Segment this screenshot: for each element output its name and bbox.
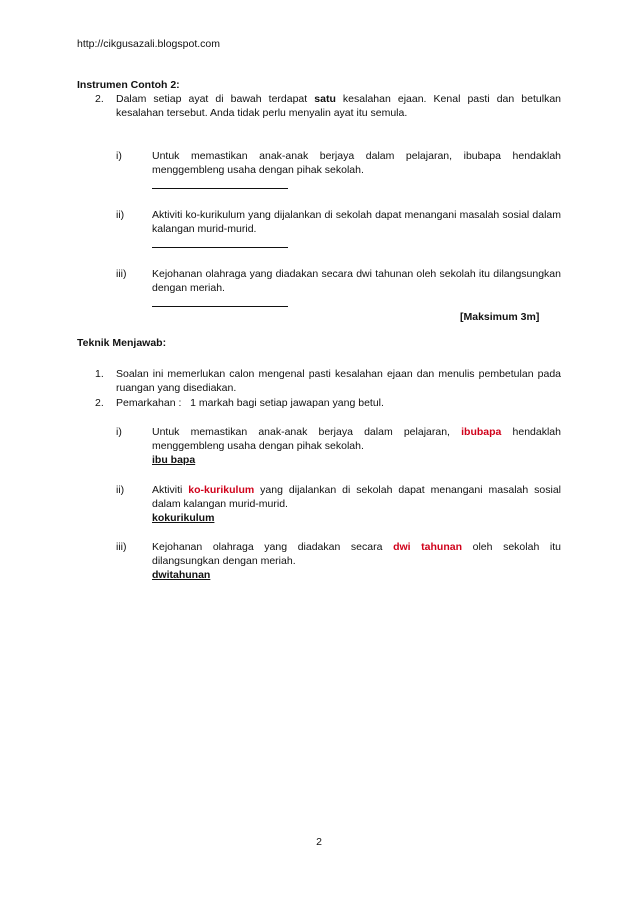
answer-sentence — [152, 484, 561, 511]
answer-blank-line — [152, 238, 288, 248]
answer-sentence-after: hendaklah menggembleng usaha dengan pihak sekolah. — [152, 426, 561, 452]
item-number: iii) — [116, 268, 127, 280]
answer-item-number: i) — [116, 426, 122, 438]
section-title-instrumen: Instrumen Contoh 2: — [77, 79, 180, 91]
spelling-error-highlight: ko-kurikulum — [188, 484, 255, 496]
answer-sentence-after: yang dijalankan di sekolah dapat menangani masalah sosial dalam kalangan murid-murid. — [152, 484, 561, 510]
item-sentence: Aktiviti ko-kurikulum yang dijalankan di sekolah dapat menangani masalah sosial dalam kalangan murid-murid. — [152, 209, 561, 235]
question-text-bold: satu — [314, 93, 336, 105]
question-text — [116, 93, 561, 120]
point-number: 1. — [95, 368, 104, 380]
answer-sentence — [152, 541, 561, 568]
answer-item-number: ii) — [116, 484, 125, 496]
correction-text: dwitahunan — [152, 569, 211, 581]
question-text-before: Dalam setiap ayat di bawah terdapat — [116, 93, 315, 105]
page-number: 2 — [316, 836, 322, 848]
point-text: Pemarkahan : 1 markah bagi setiap jawapan yang betul. — [116, 397, 384, 409]
answer-sentence-before: Aktiviti — [152, 484, 189, 496]
answer-sentence — [152, 426, 561, 453]
spelling-error-highlight: dwi tahunan — [393, 541, 463, 553]
item-sentence: Untuk memastikan anak-anak berjaya dalam pelajaran, ibubapa hendaklah menggembleng usaha dengan pihak sekolah. — [152, 150, 561, 176]
section-title-teknik: Teknik Menjawab: — [77, 337, 167, 349]
max-marks: [Maksimum 3m] — [460, 311, 540, 323]
answer-sentence-before: Untuk memastikan anak-anak berjaya dalam pelajaran, — [152, 426, 462, 438]
correction-text: ibu bapa — [152, 454, 196, 466]
item-sentence: Kejohanan olahraga yang diadakan secara dwi tahunan oleh sekolah itu dilangsungkan dengan meriah. — [152, 268, 561, 294]
point-number: 2. — [95, 397, 104, 409]
answer-blank-line — [152, 179, 288, 189]
answer-sentence-after: oleh sekolah itu dilangsungkan dengan meriah. — [152, 541, 561, 567]
item-number: i) — [116, 150, 122, 162]
answer-item-number: iii) — [116, 541, 127, 553]
answer-sentence-before: Kejohanan olahraga yang diadakan secara — [152, 541, 394, 553]
point-text: Soalan ini memerlukan calon mengenal pasti kesalahan ejaan dan menulis pembetulan pada ruangan yang disediakan. — [116, 368, 561, 394]
header-url: http://cikgusazali.blogspot.com — [77, 38, 220, 50]
correction-text: kokurikulum — [152, 512, 215, 524]
question-number: 2. — [95, 93, 104, 105]
spelling-error-highlight: ibubapa — [461, 426, 502, 438]
answer-blank-line — [152, 297, 288, 307]
item-number: ii) — [116, 209, 125, 221]
question-text-after: kesalahan ejaan. Kenal pasti dan betulkan kesalahan tersebut. Anda tidak perlu menyalin ayat itu semula. — [116, 93, 561, 119]
